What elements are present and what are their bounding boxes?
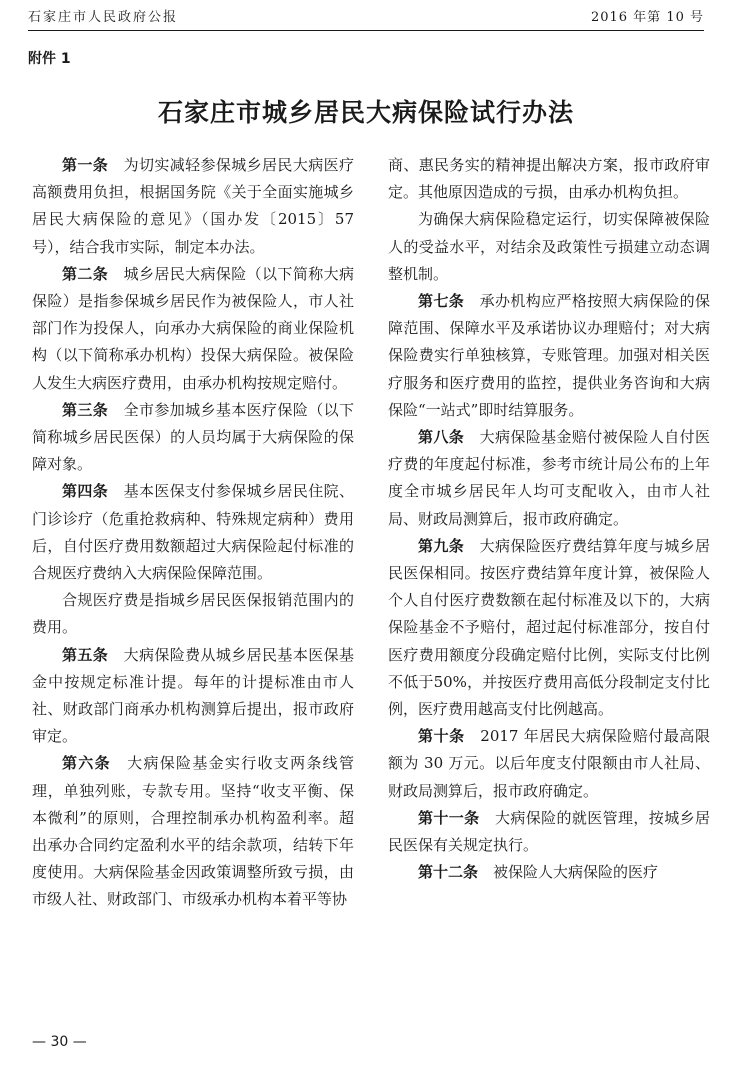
article-number: 第六条 <box>62 754 111 773</box>
article-number: 第七条 <box>418 292 465 311</box>
paragraph <box>32 750 354 913</box>
document-title: 石家庄市城乡居民大病保险试行办法 <box>157 98 574 127</box>
paragraph-text: 承办机构应严格按照大病保险的保障范围、保障水平及承诺协议办理赔付；对大病保险费实行单独核算，专账管理。加强对相关医疗服务和医疗费用的监控，提供业务咨询和大病保险“一站式”即时结算服务。 <box>388 292 710 419</box>
page-header <box>28 6 704 28</box>
issue-number: 2016 年第 10 号 <box>590 10 704 25</box>
paragraph-text: 大病保险费从城乡居民基本医保基金中按规定标准计提。每年的计提标准由市人社、财政部门商承办机构测算后提出，报市政府审定。 <box>32 645 354 746</box>
paragraph-text: 大病保险的就医管理，按城乡居民医保有关规定执行。 <box>388 808 710 855</box>
paragraph <box>32 587 354 641</box>
article-number: 第一条 <box>62 156 109 174</box>
page-number: — 30 — <box>32 1034 87 1050</box>
paragraph-text: 为确保大病保险稳定运行，切实保障被保险人的受益水平，对结余及政策性亏损建立动态调整机制。 <box>388 210 710 283</box>
article-number: 第九条 <box>418 536 465 555</box>
paragraph <box>32 478 354 587</box>
right-column <box>388 152 710 886</box>
paragraph <box>32 642 354 751</box>
left-column <box>32 152 354 914</box>
paragraph-text: 城乡居民大病保险（以下简称大病保险）是指参保城乡居民作为被保险人，市人社部门作为投保人，向承办大病保险的商业保险机构（以下简称承办机构）投保大病保险。被保险人发生大病医疗费用，由承办机构按规定赔付。 <box>32 264 354 392</box>
article-number: 第四条 <box>62 482 109 501</box>
paragraph <box>388 152 710 206</box>
paragraph-text: 为切实减轻参保城乡居民大病医疗高额费用负担，根据国务院《关于全面实施城乡居民大病保险的意见》（国办发〔2015〕57 号），结合我市实际，制定本办法。 <box>32 156 354 256</box>
paragraph <box>388 424 710 533</box>
publication-name: 石家庄市人民政府公报 <box>28 10 179 25</box>
paragraph <box>32 152 354 261</box>
header-rule <box>28 30 704 31</box>
article-number: 第十二条 <box>418 863 479 882</box>
paragraph <box>388 288 710 424</box>
paragraph-text: 合规医疗费是指城乡居民医保报销范围内的费用。 <box>32 591 354 637</box>
paragraph <box>388 206 710 288</box>
paragraph <box>32 261 354 397</box>
paragraph <box>388 723 710 805</box>
attachment-label: 附件 1 <box>28 51 71 67</box>
article-number: 第三条 <box>62 400 109 419</box>
paragraph <box>388 533 710 723</box>
article-number: 第十一条 <box>418 808 480 827</box>
paragraph <box>388 805 710 859</box>
paragraph-text: 2017 年居民大病保险赔付最高限额为 30 万元。以后年度支付限额由市人社局、财政局测算后，报市政府确定。 <box>388 727 710 800</box>
paragraph-text: 大病保险基金实行收支两条线管理，单独列账，专款专用。坚持“收支平衡、保本微利”的原则，合理控制承办机构盈利率。超出承办合同约定盈利水平的结余款项，结转下年度使用。大病保险基金因政策调整所致亏损，由市级人社、财政部门、市级承办机构本着平等协 <box>32 754 354 909</box>
article-number: 第十条 <box>418 727 465 746</box>
article-number: 第五条 <box>62 645 109 664</box>
paragraph-text: 大病保险医疗费结算年度与城乡居民医保相同。按医疗费结算年度计算，被保险人个人自付医疗费数额在起付标准及以下的，大病保险基金不予赔付，超过起付标准部分，按自付医疗费用额度分段确定赔付比例，实际支付比例不低于50%，并按医疗费用高低分段制定支付比例，医疗费用越高支付比例越高。 <box>388 536 710 719</box>
article-number: 第二条 <box>62 264 109 283</box>
paragraph <box>388 859 710 886</box>
paragraph-text: 全市参加城乡基本医疗保险（以下简称城乡居民医保）的人员均属于大病保险的保障对象。 <box>32 400 354 474</box>
article-number: 第八条 <box>418 428 465 447</box>
paragraph-text: 商、惠民务实的精神提出解决方案，报市政府审定。其他原因造成的亏损，由承办机构负担。 <box>388 156 710 202</box>
paragraph-text: 基本医保支付参保城乡居民住院、门诊诊疗（危重抢救病种、特殊规定病种）费用后，自付医疗费用数额超过大病保险起付标准的合规医疗费纳入大病保险保障范围。 <box>32 482 354 583</box>
paragraph-text: 被保险人大病保险的医疗 <box>493 863 659 882</box>
paragraph-text: 大病保险基金赔付被保险人自付医疗费的年度起付标准，参考市统计局公布的上年度全市城乡居民年人均可支配收入，由市人社局、财政局测算后，报市政府确定。 <box>388 428 710 528</box>
paragraph <box>32 397 354 479</box>
